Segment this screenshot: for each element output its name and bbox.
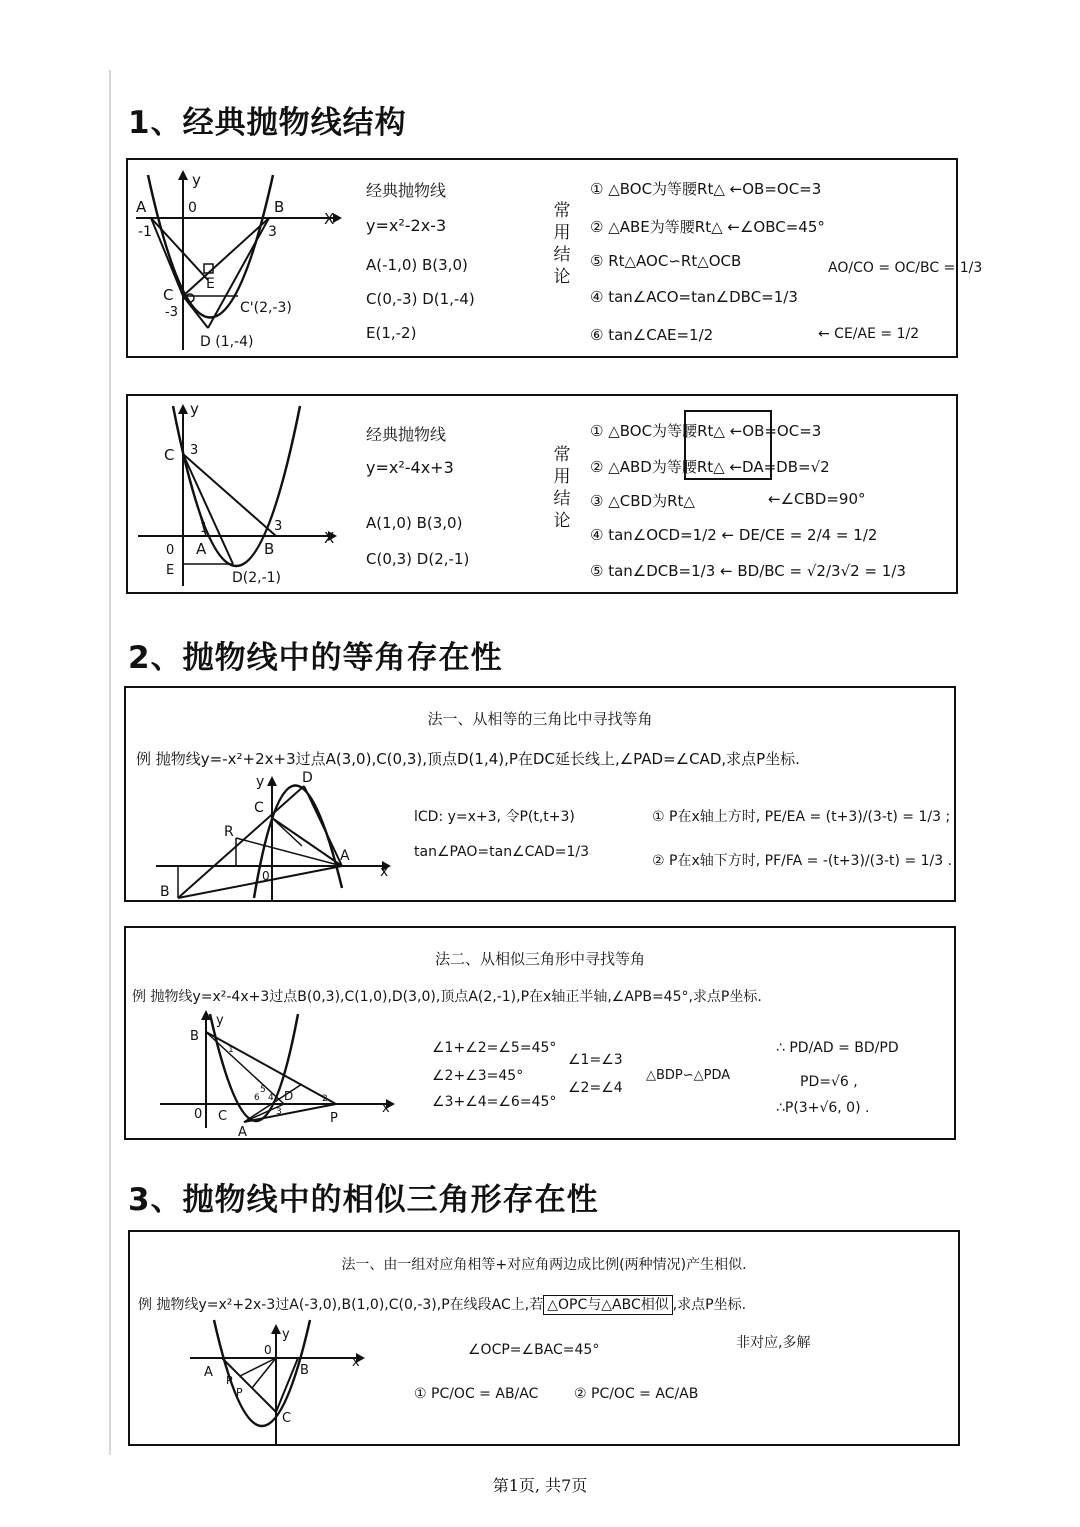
fig5-label-O: 0 xyxy=(264,1343,272,1357)
equal-angle-figure-1 xyxy=(126,688,396,902)
fig3-label-C: C xyxy=(254,800,264,816)
fig3-label-A: A xyxy=(340,848,350,864)
fig3-label-x: x xyxy=(380,864,389,880)
s2b2-sol-2: PD=√6 , xyxy=(800,1074,858,1090)
s3b1-angle: ∠OCP=∠BAC=45° xyxy=(468,1342,600,1358)
fig4-angle-1: 1 xyxy=(228,1045,234,1055)
s1b2-conclusion-2: ② △ABD为等腰Rt△ ←DA=DB=√2 xyxy=(590,458,830,476)
fig5-label-A: A xyxy=(204,1365,213,1380)
s1b2-conclusion-1: ① △BOC为等腰Rt△ ←OB=OC=3 xyxy=(590,422,822,440)
fig5-label-x: x xyxy=(352,1355,360,1370)
fig4-angle-5: 5 xyxy=(260,1085,266,1095)
fig2-label-y: y xyxy=(190,400,199,418)
s1b1-conclusion-2: ② △ABE为等腰Rt△ ←∠OBC=45° xyxy=(590,218,825,236)
section-1-box-1 xyxy=(126,158,983,358)
fig4-label-P: P xyxy=(330,1111,338,1126)
fig2-label-O: 0 xyxy=(166,543,175,558)
s2b2-mid-2: ∠2=∠4 xyxy=(568,1080,623,1096)
s1b1-conclusion-5: ⑥ tan∠CAE=1/2 xyxy=(590,326,714,344)
fig4-angle-4: 4 xyxy=(268,1093,274,1103)
section-1-box-2 xyxy=(126,394,958,594)
s1b2-heading: 经典抛物线 xyxy=(366,425,447,444)
fig5-label-P2: P xyxy=(236,1386,243,1399)
parabola-figure-1 xyxy=(128,160,348,358)
s2b2-eq-1: ∠1+∠2=∠5=45° xyxy=(432,1040,557,1056)
s2b2-eq-3: ∠3+∠4=∠6=45° xyxy=(432,1094,557,1110)
fig1-label-A: A xyxy=(136,198,147,216)
s1b2-highlight-box xyxy=(684,410,772,480)
fig4-label-B: B xyxy=(190,1029,199,1044)
s2b1-example: 例 抛物线y=-x²+2x+3过点A(3,0),C(0,3),顶点D(1,4),P在DC延长线上,∠PAD=∠CAD,求点P坐标. xyxy=(136,750,800,768)
section-3-title: 3、抛物线中的相似三角形存在性 xyxy=(128,1182,599,1218)
fig1-label-B: B xyxy=(274,198,285,216)
s1b1-equation: y=x²-2x-3 xyxy=(366,216,447,235)
fig2-label-3: 3 xyxy=(190,443,199,458)
s1b1-conclusion-3: ⑤ Rt△AOC∽Rt△OCB xyxy=(590,252,742,270)
fig4-label-D: D xyxy=(284,1089,294,1103)
fig3-label-B: B xyxy=(160,884,170,900)
fig1-label-Cprime: C'(2,-3) xyxy=(240,300,292,316)
fig5-label-C: C xyxy=(282,1411,292,1426)
section-2-box-1 xyxy=(124,686,956,902)
s2b2-sol-3: ∴P(3+√6, 0) . xyxy=(776,1100,870,1116)
fig1-label-3: 3 xyxy=(268,224,277,240)
s1b1-conclusion-4: ④ tan∠ACO=tan∠DBC=1/3 xyxy=(590,288,798,306)
fig5-label-B: B xyxy=(300,1363,309,1378)
fig1-label-E: E xyxy=(206,276,215,292)
fig2-label-C: C xyxy=(164,446,175,464)
fig4-label-x: x xyxy=(382,1101,390,1116)
fig3-label-R: R xyxy=(224,824,234,840)
s3b1-note: 非对应,多解 xyxy=(736,1335,811,1351)
s1b2-points-2: C(0,3) D(2,-1) xyxy=(366,550,470,568)
fig4-label-y: y xyxy=(216,1013,224,1028)
section-3-box-1 xyxy=(128,1230,960,1446)
s3b1-case-1: ① PC/OC = AB/AC xyxy=(414,1386,539,1402)
s2b1-line-cd: lCD: y=x+3, 令P(t,t+3) xyxy=(414,809,575,825)
s1b1-conclusion-1: ① △BOC为等腰Rt△ ←OB=OC=3 xyxy=(590,180,822,198)
s1b1-heading: 经典抛物线 xyxy=(366,181,447,200)
fig2-label-D: D(2,-1) xyxy=(232,570,282,586)
s1b2-conclusion-4: ④ tan∠OCD=1/2 ← DE/CE = 2/4 = 1/2 xyxy=(590,526,878,544)
fig1-label-C: C xyxy=(163,286,174,304)
s3b1-example: 例 抛物线y=x²+2x-3过A(-3,0),B(1,0),C(0,-3),P在线段AC上,若 △OPC与△ABC相似 ,求点P坐标. xyxy=(138,1297,747,1313)
s2b1-heading: 法一、从相等的三角比中寻找等角 xyxy=(427,710,653,728)
s2b1-tan: tan∠PAO=tan∠CAD=1/3 xyxy=(414,844,590,860)
s1b1-conclusion-5-ratio: ← CE/AE = 1/2 xyxy=(818,326,920,342)
fig4-angle-6: 6 xyxy=(254,1093,260,1103)
s3b1-highlight: △OPC与△ABC相似 xyxy=(543,1295,672,1315)
similar-triangle-figure xyxy=(130,1232,370,1446)
fig2-label-E: E xyxy=(166,563,175,578)
section-2-title: 2、抛物线中的等角存在性 xyxy=(128,640,503,676)
fig4-angle-3: 3 xyxy=(276,1107,282,1117)
s1b2-equation: y=x²-4x+3 xyxy=(366,458,454,477)
fig1-label-neg1: -1 xyxy=(138,224,152,240)
s2b1-case-1: ① P在x轴上方时, PE/EA = (t+3)/(3-t) = 1/3 ; xyxy=(652,809,951,825)
fig1-label-D: D (1,-4) xyxy=(200,334,254,350)
s1b1-vertical-label: 常 用 结 论 xyxy=(553,201,571,287)
s2b2-eq-2: ∠2+∠3=45° xyxy=(432,1068,524,1084)
s1b1-conclusion-3-ratio: AO/CO = OC/BC = 1/3 xyxy=(828,260,983,276)
s1b2-points-1: A(1,0) B(3,0) xyxy=(366,514,463,532)
s1b2-conclusion-5: ⑤ tan∠DCB=1/3 ← BD/BC = √2/3√2 = 1/3 xyxy=(590,562,906,580)
s1b1-points-3: E(1,-2) xyxy=(366,324,417,342)
fig5-label-P1: P xyxy=(226,1374,233,1387)
s1b2-conclusion-3-reason: ←∠CBD=90° xyxy=(768,490,866,508)
s1b2-conclusion-3: ③ △CBD为Rt△ xyxy=(590,492,695,510)
s1b1-points-2: C(0,-3) D(1,-4) xyxy=(366,290,475,308)
fig1-label-neg3: -3 xyxy=(165,305,178,320)
fig2-label-1: 1 xyxy=(200,521,209,536)
fig4-angle-2: 2 xyxy=(322,1094,328,1104)
fig1-label-O: 0 xyxy=(188,200,197,216)
fig4-label-A: A xyxy=(238,1125,247,1140)
s2b2-similar: △BDP∽△PDA xyxy=(646,1068,731,1083)
fig4-label-C: C xyxy=(218,1109,228,1124)
fig1-label-y: y xyxy=(192,171,201,189)
fig2-label-3b: 3 xyxy=(274,519,283,534)
fig3-label-O: 0 xyxy=(262,869,270,883)
fig4-label-O: 0 xyxy=(194,1107,203,1122)
fig2-label-x: X xyxy=(324,529,335,547)
fig3-label-y: y xyxy=(256,774,265,790)
s2b2-example: 例 抛物线y=x²-4x+3过点B(0,3),C(1,0),D(3,0),顶点A(2,-1),P在x轴正半轴,∠APB=45°,求点P坐标. xyxy=(132,989,762,1005)
section-1-title: 1、经典抛物线结构 xyxy=(128,105,407,141)
parabola-figure-2 xyxy=(128,396,348,594)
fig5-label-y: y xyxy=(282,1327,290,1342)
margin-line xyxy=(109,70,111,1455)
fig2-label-A: A xyxy=(196,540,207,558)
fig2-label-B: B xyxy=(264,540,275,558)
s2b1-case-2: ② P在x轴下方时, PF/FA = -(t+3)/(3-t) = 1/3 . xyxy=(652,853,953,869)
s3b1-heading: 法一、由一组对应角相等+对应角两边成比例(两种情况)产生相似. xyxy=(341,1257,747,1273)
page-footer: 第1页, 共7页 xyxy=(492,1476,588,1495)
section-2-box-2 xyxy=(124,926,956,1140)
s1b1-points-1: A(-1,0) B(3,0) xyxy=(366,256,468,274)
fig3-label-D: D xyxy=(302,770,313,786)
s3b1-case-2: ② PC/OC = AC/AB xyxy=(574,1386,699,1402)
s2b2-heading: 法二、从相似三角形中寻找等角 xyxy=(434,950,645,968)
fig1-label-x: X xyxy=(324,210,335,228)
s2b2-mid-1: ∠1=∠3 xyxy=(568,1052,623,1068)
equal-angle-figure-2 xyxy=(126,928,406,1140)
s1b2-vertical-label: 常 用 结 论 xyxy=(553,445,571,531)
s2b2-sol-1: ∴ PD/AD = BD/PD xyxy=(776,1040,899,1056)
